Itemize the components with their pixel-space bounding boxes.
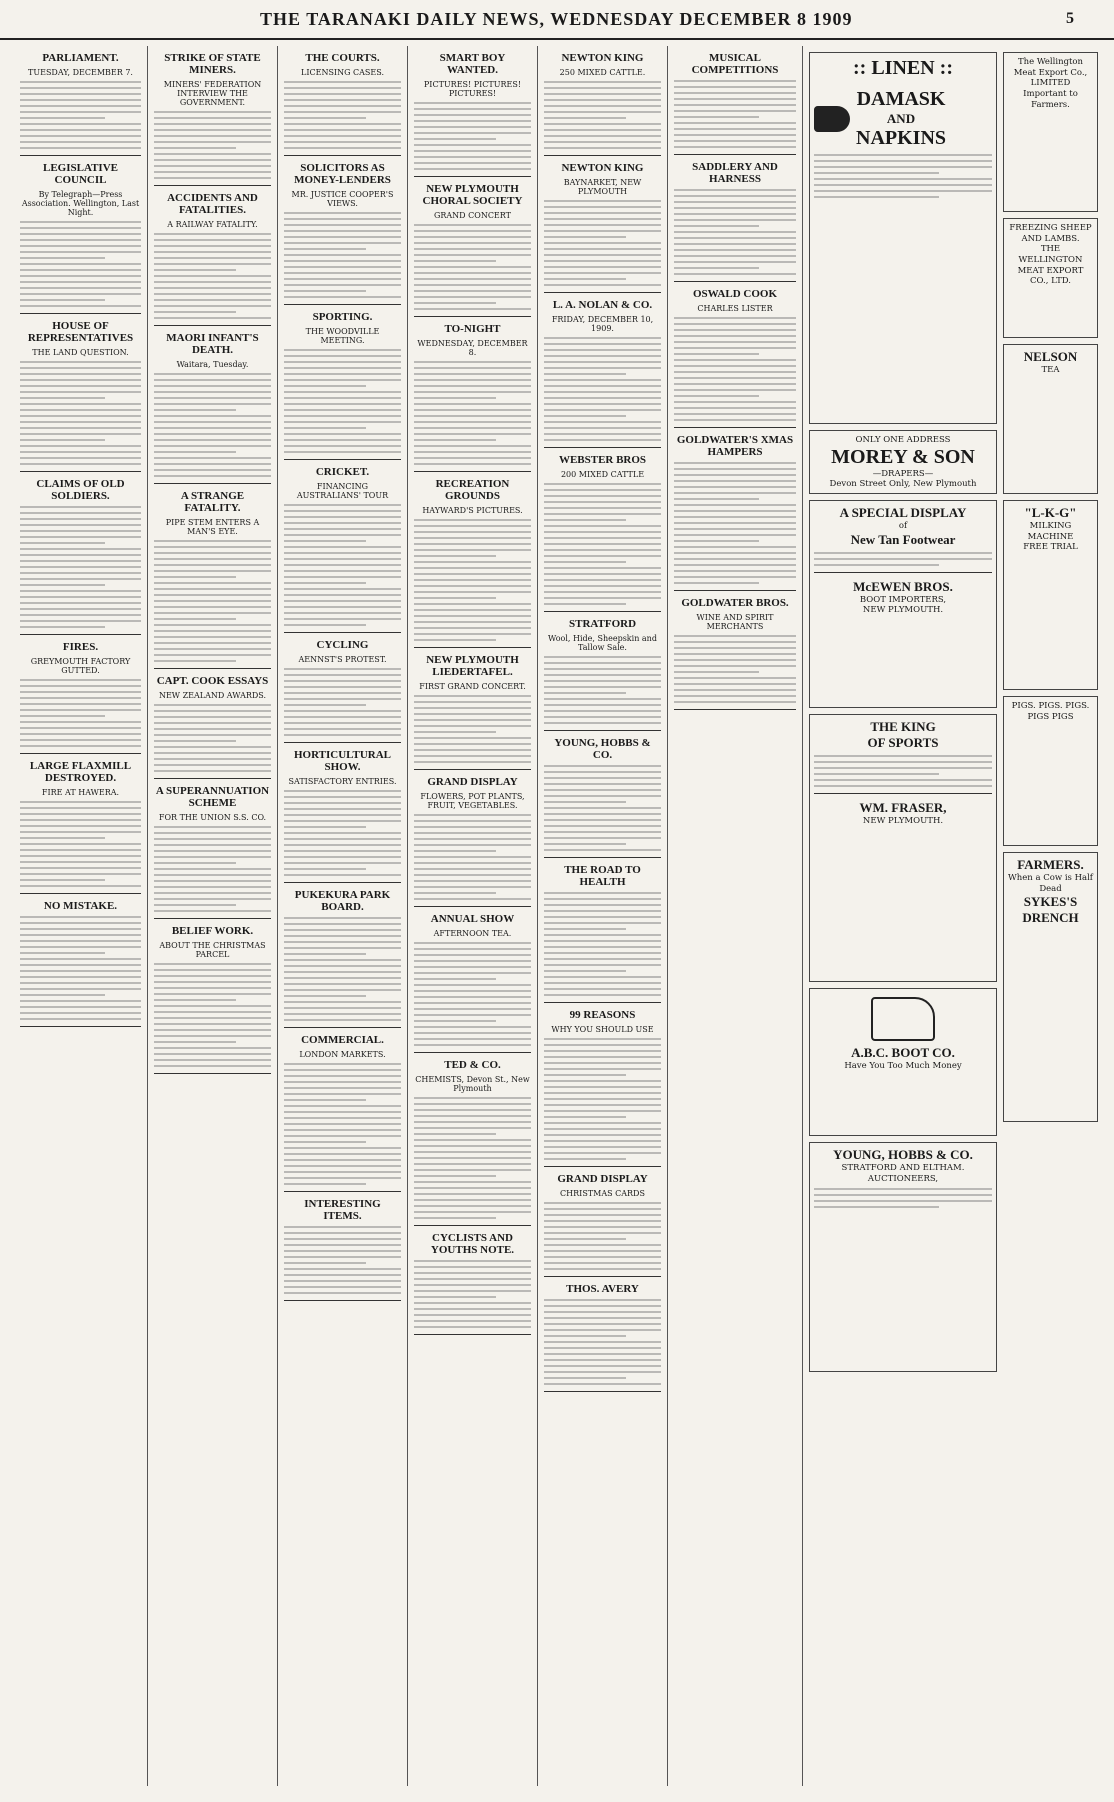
article-subheading: 200 MIXED CATTLE (560, 470, 645, 479)
article-body (20, 801, 141, 887)
article-heading: ACCIDENTS AND FATALITIES. (167, 192, 258, 216)
article-subheading: AFTERNOON TEA. (433, 929, 512, 938)
article-heading: ANNUAL SHOW (430, 913, 515, 925)
article-body (414, 361, 531, 465)
article-heading: STRATFORD (568, 618, 637, 630)
article-body (674, 80, 796, 148)
farmers-name: FARMERS. (1017, 857, 1084, 872)
freezing-name: FREEZING SHEEP AND LAMBS. (1009, 223, 1092, 244)
article-heading: THE COURTS. (305, 52, 380, 64)
article-body (154, 540, 271, 662)
article-heading: SMART BOY WANTED. (439, 52, 506, 76)
lkg-name: "L-K-G" (1024, 505, 1077, 520)
article-heading: 99 REASONS (569, 1009, 636, 1021)
lkg-line2: MILKING MACHINE (1027, 521, 1074, 542)
article-body (284, 668, 401, 736)
article-subheading: FOR THE UNION S.S. CO. (158, 813, 267, 822)
article-heading: HOUSE OF REPRESENTATIVES (27, 320, 134, 344)
column-4 (408, 46, 538, 1786)
tan-footwear-ad (809, 500, 997, 708)
article-body (154, 963, 271, 1067)
freezing-ad (1003, 218, 1098, 338)
article-subheading: MR. JUSTICE COOPER'S VIEWS. (291, 190, 394, 208)
article-body (154, 704, 271, 772)
tan-line1: A SPECIAL DISPLAY (839, 505, 967, 520)
article-heading: L. A. NOLAN & CO. (552, 299, 653, 311)
article-heading: TED & CO. (444, 1059, 501, 1071)
nelson-name: NELSON (1023, 349, 1078, 364)
article-heading: CAPT. COOK ESSAYS (156, 675, 269, 687)
tan-line3: New Tan Footwear (850, 531, 956, 547)
article-subheading: SATISFACTORY ENTRIES. (288, 777, 397, 786)
linen-line4: NAPKINS (856, 127, 947, 149)
article-subheading: HAYWARD'S PICTURES. (422, 506, 523, 515)
article-heading: THOS. AVERY (566, 1283, 639, 1295)
article-body (284, 212, 401, 298)
article-body (20, 361, 141, 465)
morey-line3: Devon Street Only, New Plymouth (829, 479, 977, 490)
article-body (154, 233, 271, 319)
article-body (414, 1260, 531, 1328)
article-heading: NO MISTAKE. (43, 900, 118, 912)
article-heading: RECREATION GROUNDS (435, 478, 510, 502)
article-subheading: THE WOODVILLE MEETING. (305, 327, 380, 345)
column-3 (278, 46, 408, 1786)
ybh-line2: STRATFORD AND ELTHAM. (841, 1163, 965, 1173)
article-heading: CLAIMS OF OLD SOLDIERS. (36, 478, 125, 502)
article-body (284, 81, 401, 149)
article-subheading: TUESDAY, DECEMBER 7. (28, 68, 133, 77)
farmers-line2: When a Cow is Half Dead (1008, 873, 1093, 894)
meat-line3: Important to Farmers. (1023, 88, 1078, 110)
linen-body (814, 154, 992, 198)
article-subheading: GREYMOUTH FACTORY GUTTED. (30, 657, 131, 675)
article-body (414, 695, 531, 763)
article-subheading: Wool, Hide, Sheepskin and Tallow Sale. (548, 634, 657, 652)
article-heading: MAORI INFANT'S DEATH. (166, 332, 259, 356)
article-body (544, 1038, 661, 1160)
article-subheading: FINANCING AUSTRALIANS' TOUR (296, 482, 389, 500)
fraser-name: WM. FRASER, (859, 800, 947, 815)
article-body (284, 1063, 401, 1185)
ybh-name: YOUNG, HOBBS & CO. (833, 1147, 973, 1162)
article-body (284, 504, 401, 626)
article-subheading: A RAILWAY FATALITY. (167, 220, 258, 229)
article-body (154, 826, 271, 912)
article-body (414, 224, 531, 310)
article-heading: FIRES. (62, 641, 99, 653)
article-subheading: MINERS' FEDERATION INTERVIEW THE GOVERNMENT. (163, 80, 262, 107)
article-heading: GRAND DISPLAY (557, 1173, 648, 1185)
article-body (284, 349, 401, 453)
article-body (674, 189, 796, 275)
nelson-line2: TEA (1041, 365, 1060, 375)
article-body (154, 373, 271, 477)
young-hobbs-ad (809, 1142, 997, 1372)
article-heading: NEW PLYMOUTH LIEDERTAFEL. (426, 654, 519, 678)
article-body (20, 81, 141, 149)
linen-line3: AND (886, 111, 916, 126)
article-heading: BELIEF WORK. (171, 925, 254, 937)
abc-name: A.B.C. BOOT CO. (851, 1045, 955, 1060)
article-body (414, 1097, 531, 1219)
farmers-ad (1003, 852, 1098, 1122)
lkg-milking-ad (1003, 500, 1098, 690)
article-subheading: By Telegraph—Press Association. Wellington, Last Night. (21, 190, 140, 217)
column-5 (538, 46, 668, 1786)
article-subheading: FIRE AT HAWERA. (41, 788, 120, 797)
article-subheading: ABOUT THE CHRISTMAS PARCEL (159, 941, 266, 959)
article-subheading: GRAND CONCERT (433, 211, 511, 220)
article-body (544, 1202, 661, 1270)
article-subheading: AENNST'S PROTEST. (298, 655, 387, 664)
article-body (414, 942, 531, 1046)
article-body (544, 81, 661, 149)
article-subheading: PIPE STEM ENTERS A MAN'S EYE. (165, 518, 260, 536)
article-body (544, 892, 661, 996)
pigs-name: PIGS. PIGS. PIGS. (1011, 701, 1090, 711)
article-subheading: WINE AND SPIRIT MERCHANTS (696, 613, 774, 631)
tan-line2: of (898, 521, 908, 531)
article-body (544, 1299, 661, 1385)
morey-ad (809, 430, 997, 494)
article-heading: PUKEKURA PARK BOARD. (294, 889, 391, 913)
page-number: 5 (1066, 10, 1074, 27)
column-7-ads (803, 46, 1104, 1786)
farmers-line3: SYKES'S DRENCH (1022, 894, 1079, 926)
article-heading: TO-NIGHT (444, 323, 501, 335)
article-body (414, 102, 531, 170)
article-heading: NEWTON KING (561, 162, 644, 174)
linen-line2: DAMASK (856, 88, 946, 110)
article-body (284, 790, 401, 876)
article-heading: MUSICAL COMPETITIONS (691, 52, 779, 76)
meat-name: The Wellington Meat Export Co., (1013, 57, 1088, 78)
article-subheading: BAYNARKET, NEW PLYMOUTH (563, 178, 642, 196)
article-subheading: THE LAND QUESTION. (32, 348, 129, 357)
article-subheading: NEW ZEALAND AWARDS. (158, 691, 267, 700)
masthead (0, 0, 1114, 40)
article-heading: STRIKE OF STATE MINERS. (164, 52, 261, 76)
article-subheading: PICTURES! PICTURES! PICTURES! (423, 80, 522, 98)
article-heading: THE ROAD TO HEALTH (564, 864, 641, 888)
article-heading: CYCLING (316, 639, 369, 651)
abc-boot-ad (809, 988, 997, 1136)
article-heading: SPORTING. (312, 311, 373, 323)
column-1 (14, 46, 148, 1786)
lkg-line3: FREE TRIAL (1023, 542, 1078, 553)
article-subheading: FLOWERS, POT PLANTS, FRUIT, VEGETABLES. (420, 792, 525, 810)
article-subheading: Waitara, Tuesday. (176, 360, 249, 369)
article-heading: WEBSTER BROS (558, 454, 647, 466)
article-body (284, 917, 401, 1021)
article-body (544, 200, 661, 286)
masthead-title: THE TARANAKI DAILY NEWS, WEDNESDAY DECEMBER 8 1909 (260, 8, 853, 29)
article-body (674, 635, 796, 703)
article-heading: A SUPERANNUATION SCHEME (155, 785, 270, 809)
mcewen-line2: BOOT IMPORTERS, (859, 594, 947, 605)
article-heading: YOUNG, HOBBS & CO. (554, 737, 651, 761)
article-heading: GRAND DISPLAY (427, 776, 518, 788)
article-heading: LARGE FLAXMILL DESTROYED. (29, 760, 132, 784)
linen-ad (809, 52, 997, 424)
article-body (20, 506, 141, 628)
morey-line1: ONLY ONE ADDRESS (855, 435, 951, 445)
sports-line1: THE KING (870, 719, 936, 734)
boot-icon (871, 997, 935, 1041)
pigs-line2: PIGS PIGS (1027, 711, 1074, 722)
column-6 (668, 46, 803, 1786)
linen-title: :: LINEN :: (853, 57, 953, 79)
article-heading: A STRANGE FATALITY. (180, 490, 245, 514)
article-heading: PARLIAMENT. (42, 52, 119, 64)
article-subheading: CHEMISTS, Devon St., New Plymouth (415, 1075, 530, 1093)
article-body (20, 916, 141, 1020)
article-heading: GOLDWATER'S XMAS HAMPERS (676, 434, 794, 458)
mcewen-name: McEWEN BROS. (853, 578, 953, 594)
article-subheading: LONDON MARKETS. (299, 1050, 386, 1059)
article-subheading: 250 MIXED CATTLE. (559, 68, 646, 77)
article-heading: NEWTON KING (561, 52, 644, 64)
meat-export-ad (1003, 52, 1098, 212)
article-subheading: FIRST GRAND CONCERT. (419, 682, 526, 691)
article-heading: SOLICITORS AS MONEY-LENDERS (294, 162, 391, 186)
article-heading: NEW PLYMOUTH CHORAL SOCIETY (422, 183, 523, 207)
article-heading: COMMERCIAL. (301, 1034, 384, 1046)
abc-line2: Have You Too Much Money (844, 1061, 962, 1071)
article-subheading: WHY YOU SHOULD USE (551, 1025, 654, 1034)
sports-line2: OF SPORTS (867, 735, 939, 750)
nelson-tea-ad (1003, 344, 1098, 494)
morey-line2: —DRAPERS— (872, 468, 934, 479)
morey-name: MOREY & SON (831, 445, 975, 468)
article-body (20, 221, 141, 307)
article-heading: CYCLISTS AND YOUTHS NOTE. (430, 1232, 515, 1256)
article-subheading: CHARLES LISTER (697, 304, 773, 313)
pigs-ad (1003, 696, 1098, 846)
article-subheading: WEDNESDAY, DECEMBER 8. (417, 339, 528, 357)
article-heading: GOLDWATER BROS. (681, 597, 789, 609)
article-heading: LEGISLATIVE COUNCIL (43, 162, 118, 186)
article-body (544, 765, 661, 851)
meat-line2: LIMITED (1030, 78, 1071, 89)
article-body (154, 111, 271, 179)
article-heading: INTERESTING ITEMS. (304, 1198, 381, 1222)
article-body (544, 483, 661, 605)
article-heading: OSWALD COOK (692, 288, 778, 300)
article-body (20, 679, 141, 747)
article-body (284, 1226, 401, 1294)
columns (14, 46, 1104, 1786)
article-heading: SADDLERY AND HARNESS (692, 161, 778, 185)
article-heading: CRICKET. (315, 466, 370, 478)
article-heading: HORTICULTURAL SHOW. (293, 749, 391, 773)
article-body (674, 317, 796, 421)
freezing-line2: THE WELLINGTON MEAT EXPORT CO., LTD. (1017, 244, 1084, 287)
article-body (414, 814, 531, 900)
column-2 (148, 46, 278, 1786)
article-body (674, 462, 796, 584)
article-body (414, 519, 531, 641)
article-subheading: FRIDAY, DECEMBER 10, 1909. (551, 315, 654, 333)
article-body (544, 337, 661, 441)
mcewen-line3: NEW PLYMOUTH. (862, 605, 944, 616)
ybh-line3: AUCTIONEERS, (867, 1173, 939, 1184)
king-of-sports-ad (809, 714, 997, 982)
article-subheading: LICENSING CASES. (301, 68, 384, 77)
article-body (544, 656, 661, 724)
fraser-line2: NEW PLYMOUTH. (862, 816, 944, 826)
pointing-hand-icon (814, 106, 850, 132)
article-subheading: CHRISTMAS CARDS (560, 1189, 645, 1198)
